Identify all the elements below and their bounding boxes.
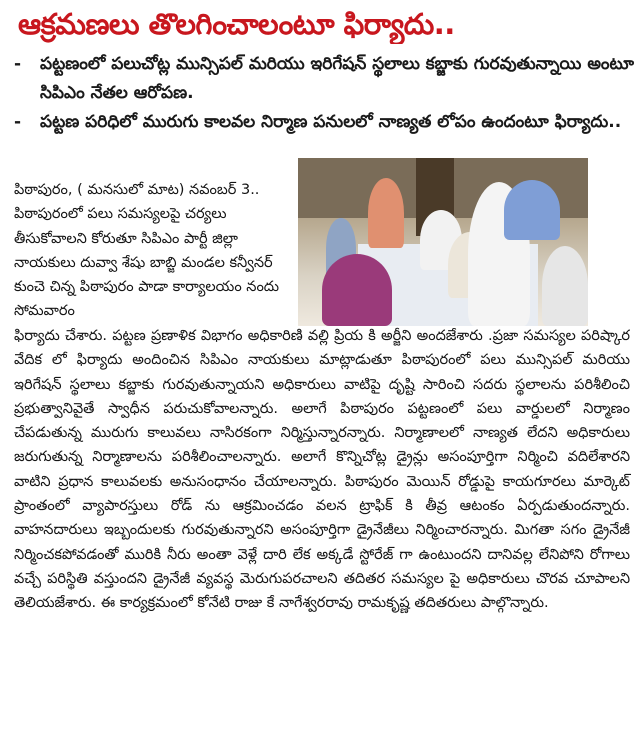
article-intro-text: పిఠాపురం, ( మనసులో మాట) నవంబర్ 3.. పిఠాపురంలో పలు సమస్యలపై చర్యలు తీసుకోవాలని కోరుతూ సిపిఎం పార్టీ జిల్లా నాయకులు దువ్వా శేషు బాబ్జి మండల కన్వీనర్ కుంచె చిన్న పిఠాపురం పాడా కార్యాలయం నందు సోమవారం (14, 182, 280, 320)
news-photo (298, 158, 588, 326)
bullet-1 (14, 50, 634, 108)
photo-person (322, 254, 392, 326)
bullet-2 (14, 108, 634, 137)
subheadline-bullets (14, 50, 634, 137)
bullet-dash: - (14, 54, 22, 74)
photo-person (542, 246, 588, 326)
photo-person (504, 180, 560, 240)
article-intro (14, 178, 290, 324)
article-body-text: ఫిర్యాదు చేశారు. పట్టణ ప్రణాళిక విభాగం అధికారిణి వల్లి ప్రియ కి అర్జీని అందజేశారు .ప్రజా సమస్యల పరిష్కార వేదిక లో ఫిర్యాదు అందించిన సిపిఎం నాయకులు మాట్లాడుతూ పిఠాపురంలో పలు మున్సిపల్ మరియు ఇరిగేషన్ స్థలాలు కబ్జాకు గురవుతున్నాయని అధికారులు వాటిపై దృష్టి సారించి సదరు స్థలాలను పరిశీలించి ప్రభుత్వానివైతే స్వాధీన పరుచుకోవాలన్నారు. అలాగే పిఠాపురం పట్టణంలో పలు వార్డులలో నిర్మాణం చేపడుతున్న మురుగు కాలువలు నాసిరకంగా నిర్మిస్తున్నారన్నారు. నిర్మాణాలలో నాణ్యత లేదని అధికారులు జరుగుతున్న నిర్మాణాలను పరిశీలించాలన్నారు. అలాగే కొన్నిచోట్ల డ్రైన్లు అసంపూర్తిగా నిర్మించి వదిలేశారని వాటిని ప్రధాన కాలువలకు అనుసంధానం చేయాలన్నారు. పిఠాపురం మెయిన్ రోడ్డుపై కాయగూరలు మార్కెట్ ప్రాంతంలో వ్యాపారస్తులు రోడ్ ను ఆక్రమించడం వలన ట్రాఫిక్ కి తీవ్ర ఆటంకం ఏర్పడుతుందన్నారు. వాహనదారులు ఇబ్బందులకు గురవుతున్నారని అసంపూర్తిగా డ్రైనేజీలు నిర్మించారన్నారు. మిగతా సగం డ్రైనేజీ నిర్మించకపోవడంతో మురికి నీరు అంతా వెళ్లే దారి లేక అక్కడే స్టోరేజ్ గా ఉంటుందని దానివల్ల లేనిపోని రోగాలు వచ్చే పరిస్థితి వస్తుందని డ్రైనేజీ వ్యవస్థ మెరుగుపరచాలని తదితర సమస్యల పై అధికారులు చొరవ చూపాలని తెలియజేశారు. ఈ కార్యక్రమంలో కోనేటి రాజు కే నాగేశ్వరరావు రామకృష్ణ తదితరులు పాల్గొన్నారు. (14, 328, 630, 612)
headline: ఆక్రమణలు తొలగించాలంటూ ఫిర్యాదు.. (18, 7, 455, 41)
bullet-2-text: పట్టణ పరిధిలో మురుగు కాలవల నిర్మాణ పనులలో నాణ్యత లోపం ఉందంటూ ఫిర్యాదు.. (40, 112, 622, 132)
photo-person (368, 178, 404, 248)
bullet-1-text: పట్టణంలో పలుచోట్ల మున్సిపల్ మరియు ఇరిగేషన్ స్థలాలు కబ్జాకు గురవుతున్నాయి అంటూ సిపిఎం నేతల ఆరోపణ. (40, 54, 635, 103)
bullet-dash: - (14, 112, 22, 132)
article-body (14, 324, 630, 616)
